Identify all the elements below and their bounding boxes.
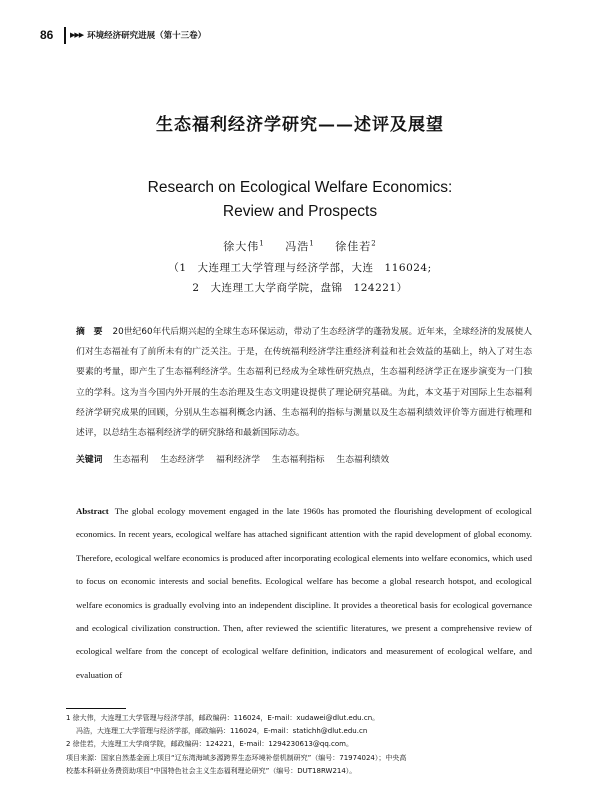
- running-header: [40, 26, 206, 44]
- author-list: [0, 238, 600, 254]
- affiliation-1: （1 大连理工大学管理与经济学部，大连 116024;: [168, 262, 432, 274]
- english-abstract-label: Abstract: [76, 506, 109, 516]
- journal-title: 环境经济研究进展（第十三卷）: [87, 31, 207, 41]
- header-divider: [64, 27, 66, 44]
- footnotes: [66, 712, 536, 778]
- page-number: 86: [40, 28, 54, 42]
- chinese-abstract: [76, 322, 532, 443]
- keyword: 生态福利指标: [271, 455, 325, 465]
- triple-arrow-icon: ▶▶▶: [70, 31, 84, 39]
- footnote-line: 冯浩，大连理工大学管理与经济学部，邮政编码：116024，E-mail：statichh@dlut.edu.cn: [76, 727, 368, 736]
- footnote-line: 1 徐大伟，大连理工大学管理与经济学部，邮政编码：116024，E-mail：xudawei@dlut.edu.cn。: [66, 714, 380, 722]
- footnote-line: 2 徐佳若，大连理工大学商学院，邮政编码：124221，E-mail：1294230613@qq.com。: [66, 740, 353, 749]
- author: [223, 240, 264, 253]
- author: [285, 240, 314, 253]
- keywords-label: 关键词: [76, 455, 103, 465]
- english-title-line-1: Research on Ecological Welfare Economics:: [147, 179, 453, 196]
- chinese-abstract-text: 20世纪60年代后期兴起的全球生态环保运动，带动了生态经济学的蓬勃发展。近年来，全球经济的发展使人们对生态福祉有了前所未有的广泛关注。于是，在传统福利经济学注重经济利益和社会效益的基础上，纳入了对生态要素的考量，即产生了生态福利经济学。生态福利已经成为全球性研究热点，生态福利经济学正在逐步演变为一门独立的学科。这为当今国内外开展的生态治理及生态文明建设提供了理论研究基础。为此，本文基于对国际上生态福利经济学研究成果的回顾，分别从生态福利概念内涵、生态福利的指标与测量以及生态福利绩效评价等方面进行梳理和述评，以总结生态福利经济学的研究脉络和最新国际动态。: [76, 327, 532, 439]
- footnote-line: 项目来源：国家自然基金面上项目“辽东湾海域多源跨界生态环境补偿机制研究”（编号：71974024）；中央高: [66, 753, 407, 762]
- footnote-rule: [66, 708, 126, 709]
- author: [335, 240, 376, 253]
- author-affil-mark: 1: [259, 239, 265, 248]
- author-name: 徐佳若: [335, 240, 372, 253]
- author-affil-mark: 2: [371, 239, 377, 248]
- author-name: 冯浩: [285, 240, 310, 253]
- english-abstract-text: The global ecology movement engaged in the late 1960s has promoted the flourishing development of ecological economics. In recent years, ecological welfare has attached significant attention with the rapid development of global economy. Therefore, ecological welfare economics is produced after incorporating ecological elements into welfare economics, which used to focus on economic interests and social benefits. Ecological welfare has become a global research hotspot, and ecological welfare economics is gradually evolving into an independent discipline. It provides a theoretical basis for ecological governance and ecological civilization construction. Then, after reviewed the scientific literatures, we present a comprehensive review of ecological welfare from the concept of ecological welfare definition, indicators and measurement of ecological welfare, and evaluation of: [76, 506, 532, 680]
- affiliation-2: 2 大连理工大学商学院，盘锦 124221）: [192, 282, 408, 294]
- english-title: [0, 176, 600, 224]
- author-affil-mark: 1: [309, 239, 315, 248]
- footnote-line: 校基本科研业务费资助项目“中国特色社会主义生态福利理论研究”（编号：DUT18RW214）。: [66, 766, 357, 775]
- author-name: 徐大伟: [223, 240, 260, 253]
- keyword: 生态福利绩效: [336, 455, 390, 465]
- keyword: 生态福利: [113, 455, 149, 465]
- chinese-abstract-label: 摘 要: [76, 327, 103, 337]
- english-title-line-2: Review and Prospects: [222, 203, 378, 220]
- keyword: 福利经济学: [216, 455, 260, 465]
- english-abstract: [76, 500, 532, 687]
- chinese-title: 生态福利经济学研究——述评及展望: [156, 115, 444, 135]
- chinese-keywords: [76, 453, 532, 467]
- keyword: 生态经济学: [160, 455, 205, 465]
